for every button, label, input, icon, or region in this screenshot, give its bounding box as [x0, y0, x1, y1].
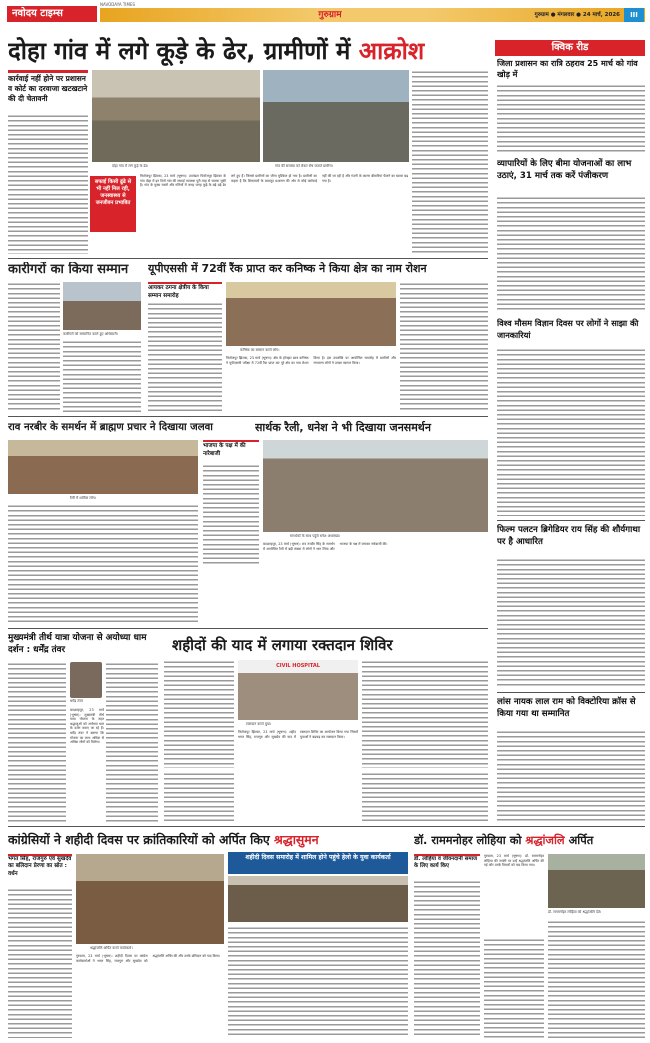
rally-photo-right — [263, 440, 488, 532]
upsc-subhead: आयकर ठगना क्षेत्रीय के किया सम्मान समारोह — [148, 282, 222, 298]
blood-banner: CIVIL HOSPITAL — [276, 663, 320, 669]
quick-read-body — [497, 84, 645, 154]
karigar-photo — [63, 282, 141, 330]
film-body — [497, 558, 645, 688]
shraddha-side-heading: भगत सिंह, राजगुरु एवं सुखदेव का बलिदान प्रेरणा का स्रोत : वर्धन — [8, 854, 72, 884]
tirth-body-2 — [106, 662, 158, 822]
lohia-body-3 — [548, 920, 645, 1038]
blood-body-5 — [362, 772, 488, 822]
rally-body-1 — [203, 464, 259, 564]
lohia-body-4 — [484, 938, 544, 1038]
shraddha-box-title: शहीदी दिवस समारोह में शामिल होने पहुंचे हेलो के युवा कार्यकर्ता — [245, 854, 391, 861]
shraddha-caption: श्रद्धांजलि अर्पित करते कार्यकर्ता। — [90, 946, 133, 950]
upsc-headline: यूपीएससी में 72वीं रैंक प्राप्त कर कनिष्क ने किया क्षेत्र का नाम रोशन — [148, 262, 427, 275]
lohia-body-1 — [414, 880, 480, 1038]
divider — [8, 416, 488, 417]
shraddha-box-photo — [228, 876, 408, 922]
lead-callout-text: सफाई किसी ढूंढे से भी नहीं मिल रही, जनस्वास्थ्य से जनजीवन प्रभावित — [94, 179, 132, 206]
upsc-body-1 — [148, 302, 222, 412]
lohia-subhead: डॉ. लोहिया व जीवनदानी समाज के लिए कार्य किए — [414, 854, 480, 876]
lohia-photo — [548, 854, 645, 908]
shraddha-body-2: गुरुग्राम, 23 मार्च (भूषण): शहीदी दिवस पर कांग्रेस कार्यकर्ताओं ने भगत सिंह, राजगुरु और सुखदेव को श्रद्धांजलि अर्पित की और उनके बलिदान को याद किया। — [76, 954, 221, 963]
lead-photo2-caption: गांव की समस्या को लेकर रोष जताते ग्रामीण। — [275, 164, 334, 168]
bima-headline: व्यापारियों के लिए बीमा योजनाओं का लाभ उठाएं, 31 मार्च तक करें पंजीकरण — [497, 159, 632, 181]
divider — [497, 520, 645, 521]
lamb-headline: लांस नायक लाल राम को विक्टोरिया क्रॉस से किया गया था सम्मानित — [497, 697, 636, 719]
lohia-headline: डॉ. राममनोहर लोहिया को श्रद्धांजलि अर्पित — [414, 833, 594, 847]
tirth-body-1 — [8, 662, 66, 822]
bima-body — [497, 196, 645, 312]
karigar-headline: कारीगरों का किया सम्मान — [8, 262, 129, 277]
upsc-photo — [226, 282, 396, 346]
masthead-tagline: NAVODAYA TIMES — [100, 2, 136, 7]
rally-body-3: बादशाहपुर, 23 मार्च (भूषण): राव नरबीर सिंह के समर्थन में आयोजित रैली में बड़ी संख्या में लोगों ने भाग लिया और भाजपा के पक्ष में जमकर नारेबाजी की। — [263, 542, 388, 551]
upsc-body-3 — [400, 282, 488, 412]
lead-photo1-caption: दोहा गांव में लगे कूड़े के ढेर। — [112, 164, 149, 168]
mausam-body — [497, 348, 645, 516]
lead-photo-garbage — [92, 70, 260, 162]
masthead-title: नवोदय टाइम्स — [12, 8, 63, 19]
rally-photo-left — [8, 440, 198, 494]
tirth-body-3: बादशाहपुर, 23 मार्च (भूषण): मुख्यमंत्री तीर्थ यात्रा योजना के तहत श्रद्धालुओं को अयोध्या धाम के दर्शन कराए जा रहे हैं। धर्मेंद्र तंवर ने बताया कि योजना का लाभ अधिक से अधिक लोगों को मिलेगा। — [70, 708, 104, 745]
shraddha-photo — [76, 854, 224, 944]
rally-subhead: भाजपा के पक्ष में की नारेबाजी — [203, 440, 259, 460]
lead-body-3: फिरोजपुर झिरका, 23 मार्च (भूषण): उपमंडल फिरोजपुर झिरका के गांव दोहा में इन दिनों गांव की सफाई व्यवस्था पूरी तरह से चरमरा चुकी है। गांव के मुख्य रास्तों और गलियों में जगह जगह कूड़े के बड़े बड़े ढेर लगे हुए हैं। जिससे ग्रामीणों का जीना मुश्किल हो गया है। ग्रामीणों का कहना है कि शिकायतों के बावजूद प्रशासन की ओर से कोई कार्रवाई नहीं की जा रही है और गंदगी के कारण बीमारियां फैलने का खतरा बढ़ गया है। — [140, 174, 408, 188]
tirth-portrait-name: धर्मेंद्र तंवर — [70, 699, 83, 703]
rally-headline-left: राव नरबीर के समर्थन में ब्राह्मण प्रचार ने दिखाया जलवा — [8, 422, 213, 433]
film-headline: फिल्म पलटन ब्रिगेडियर राय सिंह की शौर्यगाथा पर है आधारित — [497, 525, 641, 547]
lohia-headline-accent: श्रद्धांजलि — [525, 833, 565, 847]
lead-headline-accent: आक्रोश — [358, 37, 425, 65]
shraddha-box — [228, 852, 408, 874]
lead-headline: दोहा गांव में लगे कूड़े के ढेर, ग्रामीणों में आक्रोश — [8, 37, 425, 65]
lamb-body — [497, 730, 645, 822]
lohia-caption: डॉ. राममनोहर लोहिया को श्रद्धांजलि देते। — [548, 910, 602, 914]
quick-read-label: क्विक रीड — [495, 40, 645, 56]
blood-headline: शहीदों की याद में लगाया रक्तदान शिविर — [172, 636, 393, 654]
karigar-caption: कारीगरों को सम्मानित करते हुए अधिकारी। — [63, 332, 118, 336]
upsc-caption: कनिष्क का सम्मान करते लोग। — [240, 348, 280, 352]
rally-body-2 — [8, 504, 198, 624]
tirth-portrait — [70, 662, 102, 698]
blood-body-1 — [164, 660, 234, 768]
karigar-body — [8, 282, 60, 412]
shraddha-headline-accent: श्रद्धासुमन — [274, 832, 319, 847]
rally-caption-left: रैली में शामिल लोग। — [70, 496, 97, 500]
divider — [8, 826, 645, 827]
blood-body-2 — [362, 660, 488, 768]
lead-body-2 — [412, 70, 488, 254]
issue-date: गुरुग्राम ● मंगलवार ● 24 मार्च, 2026 — [534, 12, 620, 18]
lead-callout — [90, 176, 136, 232]
mausam-headline: विश्व मौसम विज्ञान दिवस पर लोगों ने साझा की जानकारियां — [497, 318, 639, 340]
blood-body-4 — [164, 772, 234, 822]
divider — [8, 258, 488, 259]
blood-body-3: फिरोजपुर झिरका, 23 मार्च (भूषण): शहीद भगत सिंह, राजगुरु और सुखदेव की याद में रक्तदान शिविर का आयोजन किया गया जिसमें युवाओं ने बढ़चढ़ कर रक्तदान किया। — [238, 730, 358, 739]
page-number: III — [624, 8, 644, 22]
blood-photo — [238, 660, 358, 720]
lead-photo-villagers — [263, 70, 409, 162]
rally-caption-right: समर्थकों के साथ पहुंचे धनेश अधलखा। — [290, 534, 341, 538]
lohia-body-2: गुरुग्राम, 23 मार्च (भूषण): डॉ. राममनोहर लोहिया की जयंती पर उन्हें श्रद्धांजलि अर्पित की गई और उनके विचारों को याद किया गया। — [484, 854, 544, 868]
section-label: गुरुग्राम — [318, 10, 342, 20]
divider — [8, 628, 488, 629]
blood-caption: रक्तदान करते युवा। — [246, 722, 272, 726]
tirth-headline: मुख्यमंत्री तीर्थ यात्रा योजना से अयोध्या धाम दर्शन : धर्मेंद्र तंवर — [8, 633, 147, 655]
karigar-body-2 — [63, 340, 141, 412]
masthead-bar — [0, 0, 650, 28]
lead-body-1 — [8, 114, 88, 254]
shraddha-headline: कांग्रेसियों ने शहीदी दिवस पर क्रांतिकारियों को अर्पित किए श्रद्धासुमन — [8, 832, 319, 847]
quick-read-headline: जिला प्रशासन का रात्रि ठहराव 25 मार्च को गांव खोड़ में — [497, 59, 638, 79]
upsc-body-2: फिरोजपुर झिरका, 23 मार्च (भूषण): क्षेत्र के होनहार छात्र कनिष्क ने यूपीएससी परीक्षा में 72वीं रैंक प्राप्त कर पूरे क्षेत्र का नाम रोशन किया है। इस उपलब्धि पर आयोजित समारोह में ग्रामीणों और गणमान्य लोगों ने उनका स्वागत किया। — [226, 356, 396, 365]
divider — [497, 692, 645, 693]
shraddha-body-1 — [8, 888, 72, 1038]
shraddha-box-body — [228, 926, 408, 1038]
lead-side-heading: कार्रवाई नहीं होने पर प्रशासन व कोर्ट का दरवाजा खटखटाने की दी चेतावनी — [8, 70, 88, 112]
rally-headline-right: सार्थक रैली, धनेश ने भी दिखाया जनसमर्थन — [255, 421, 431, 434]
